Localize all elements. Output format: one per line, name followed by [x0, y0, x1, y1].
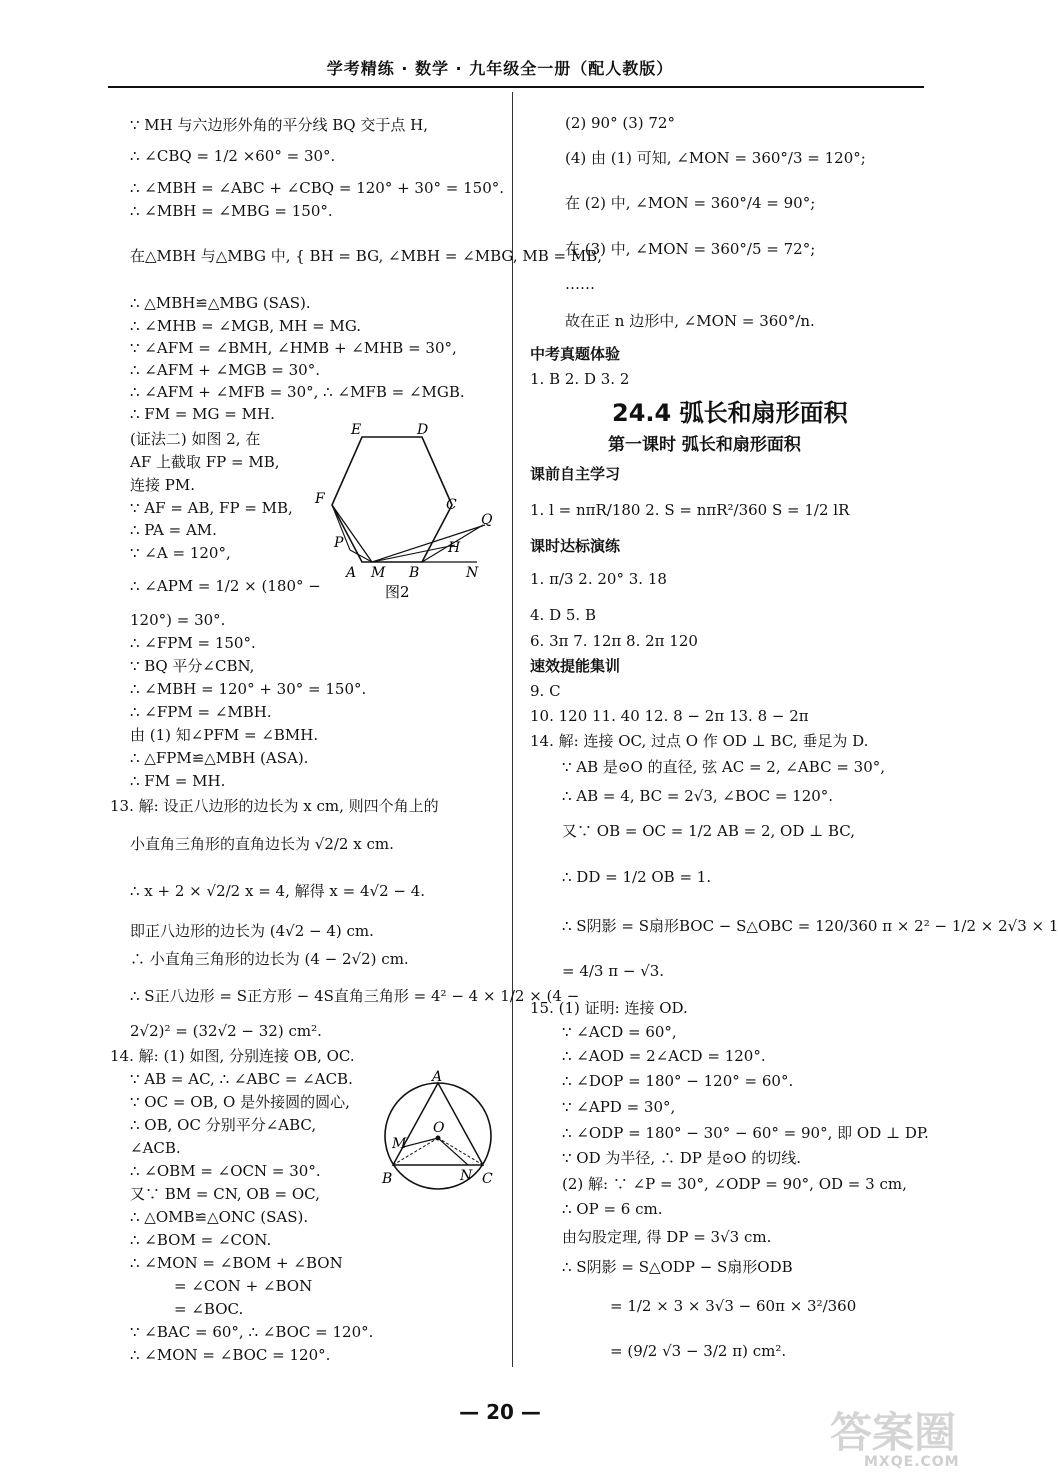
- left-line: ∴ S正八边形 = S正方形 − 4S直角三角形 = 4² − 4 × 1/2 × (4 −: [130, 987, 580, 1005]
- right-line: 由勾股定理, 得 DP = 3√3 cm.: [562, 1228, 772, 1246]
- right-line: = (9/2 √3 − 3/2 π) cm².: [610, 1342, 787, 1360]
- right-line: ∴ S阴影 = S扇形BOC − S△OBC = 120/360 π × 2² − 1/2 × 2√3 × 1: [562, 917, 1058, 935]
- label-C: C: [446, 497, 457, 513]
- left-line: ∴ FM = MG = MH.: [130, 405, 275, 423]
- right-line: (2) 90° (3) 72°: [565, 114, 675, 132]
- left-line: ∴ ∠MBH = ∠MBG = 150°.: [130, 202, 333, 220]
- label-B: B: [409, 565, 420, 581]
- header-rule: [108, 86, 924, 88]
- left-line: ∴ ∠BOM = ∠CON.: [130, 1231, 272, 1249]
- left-line: 14. 解: (1) 如图, 分别连接 OB, OC.: [110, 1047, 355, 1065]
- left-line: ∴ 小直角三角形的边长为 (4 − 2√2) cm.: [130, 950, 409, 968]
- label-D: D: [417, 422, 429, 438]
- left-line: ∴ ∠AFM + ∠MFB = 30°, ∴ ∠MFB = ∠MGB.: [130, 383, 465, 401]
- right-line: ∴ DD = 1/2 OB = 1.: [562, 868, 712, 886]
- left-line: = ∠BOC.: [174, 1300, 244, 1318]
- left-line: 连接 PM.: [130, 476, 195, 494]
- watermark-logo: [828, 1405, 988, 1457]
- left-line: ∴ FM = MH.: [130, 772, 226, 790]
- label-M: M: [371, 565, 386, 581]
- right-line: 在 (3) 中, ∠MON = 360°/5 = 72°;: [565, 240, 816, 258]
- label-A: A: [346, 565, 357, 581]
- right-line: ……: [565, 275, 595, 293]
- section-heading: 课时达标演练: [530, 537, 621, 555]
- right-line: ∴ ∠DOP = 180° − 120° = 60°.: [562, 1072, 794, 1090]
- right-line: 9. C: [530, 682, 561, 700]
- right-line: ∴ OP = 6 cm.: [562, 1200, 663, 1218]
- left-line: 120°) = 30°.: [130, 611, 226, 629]
- right-line: = 4/3 π − √3.: [562, 962, 665, 980]
- left-line: 2√2)² = (32√2 − 32) cm².: [130, 1022, 322, 1040]
- right-line: ∵ OD 为半径, ∴ DP 是⊙O 的切线.: [562, 1149, 801, 1167]
- left-line: AF 上截取 FP = MB,: [130, 453, 280, 471]
- left-line: ∵ ∠AFM = ∠BMH, ∠HMB + ∠MHB = 30°,: [130, 339, 457, 357]
- left-line: ∴ ∠CBQ = 1/2 ×60° = 30°.: [130, 147, 336, 165]
- watermark-url: MXQE.COM: [864, 1454, 960, 1470]
- right-line: ∴ ∠AOD = 2∠ACD = 120°.: [562, 1047, 766, 1065]
- right-line: ∴ ∠ODP = 180° − 30° − 60° = 90°, 即 OD ⊥ DP.: [562, 1124, 929, 1142]
- lesson-title: 第一课时 弧长和扇形面积: [608, 435, 801, 455]
- left-line: 在△MBH 与△MBG 中, { BH = BG, ∠MBH = ∠MBG, MB = MB,: [130, 247, 603, 265]
- right-line: ∵ ∠ACD = 60°,: [562, 1023, 677, 1041]
- right-line: 10. 120 11. 40 12. 8 − 2π 13. 8 − 2π: [530, 707, 809, 725]
- left-line: ∴ x + 2 × √2/2 x = 4, 解得 x = 4√2 − 4.: [130, 882, 426, 900]
- label-Q: Q: [481, 512, 493, 528]
- left-line: ∴ PA = AM.: [130, 521, 217, 539]
- left-line: ∵ OC = OB, O 是外接圆的圆心,: [130, 1093, 350, 1111]
- column-divider: [512, 92, 513, 1367]
- right-line: 又∵ OB = OC = 1/2 AB = 2, OD ⊥ BC,: [562, 822, 855, 840]
- hexagon-figure: [305, 422, 505, 605]
- left-line: ∴ △FPM≌△MBH (ASA).: [130, 749, 309, 767]
- left-line: ∴ △OMB≌△ONC (SAS).: [130, 1208, 309, 1226]
- section-title: 24.4 弧长和扇形面积: [612, 399, 848, 427]
- label-O: O: [433, 1120, 445, 1136]
- left-line: ∠ACB.: [130, 1139, 181, 1157]
- circle-figure: [376, 1070, 506, 1195]
- right-line: ∵ ∠APD = 30°,: [562, 1098, 676, 1116]
- label-N: N: [466, 565, 479, 581]
- watermark-logo-text: 答案圈: [830, 1408, 957, 1457]
- right-line: (4) 由 (1) 可知, ∠MON = 360°/3 = 120°;: [565, 149, 866, 167]
- left-line: ∴ ∠MBH = ∠ABC + ∠CBQ = 120° + 30° = 150°.: [130, 179, 505, 197]
- section-heading: 课前自主学习: [530, 465, 621, 483]
- left-line: ∴ ∠OBM = ∠OCN = 30°.: [130, 1162, 321, 1180]
- right-line: 6. 3π 7. 12π 8. 2π 120: [530, 632, 698, 650]
- left-line: ∴ △MBH≌△MBG (SAS).: [130, 294, 311, 312]
- left-line: 即正八边形的边长为 (4√2 − 4) cm.: [130, 922, 374, 940]
- label-M: M: [392, 1136, 407, 1152]
- label-N: N: [460, 1168, 473, 1184]
- left-line: ∴ OB, OC 分别平分∠ABC,: [130, 1116, 317, 1134]
- left-line: ∴ ∠APM = 1/2 × (180° −: [130, 577, 321, 595]
- section-heading: 速效提能集训: [530, 657, 621, 675]
- left-line: ∵ AF = AB, FP = MB,: [130, 499, 293, 517]
- figure-caption: 图2: [385, 583, 410, 601]
- left-line: ∴ ∠MBH = 120° + 30° = 150°.: [130, 680, 367, 698]
- label-C: C: [482, 1171, 493, 1187]
- left-line: ∵ ∠A = 120°,: [130, 544, 231, 562]
- right-line: ∴ S阴影 = S△ODP − S扇形ODB: [562, 1258, 793, 1276]
- left-line: 小直角三角形的直角边长为 √2/2 x cm.: [130, 835, 394, 853]
- left-line: ∴ ∠FPM = ∠MBH.: [130, 703, 272, 721]
- left-line: ∵ ∠BAC = 60°, ∴ ∠BOC = 120°.: [130, 1323, 374, 1341]
- left-line: ∴ ∠MON = ∠BOM + ∠BON: [130, 1254, 343, 1272]
- left-line: ∵ MH 与六边形外角的平分线 BQ 交于点 H,: [130, 116, 428, 134]
- right-line: 在 (2) 中, ∠MON = 360°/4 = 90°;: [565, 194, 816, 212]
- right-line: ∴ AB = 4, BC = 2√3, ∠BOC = 120°.: [562, 787, 834, 805]
- right-line: = 1/2 × 3 × 3√3 − 60π × 3²/360: [610, 1297, 857, 1315]
- right-line: 1. π/3 2. 20° 3. 18: [530, 570, 667, 588]
- label-B: B: [382, 1171, 393, 1187]
- right-line: 1. B 2. D 3. 2: [530, 370, 630, 388]
- left-line: 又∵ BM = CN, OB = OC,: [130, 1185, 320, 1203]
- label-H: H: [448, 540, 461, 556]
- left-line: ∵ AB = AC, ∴ ∠ABC = ∠ACB.: [130, 1070, 353, 1088]
- page-number: — 20 —: [459, 1400, 541, 1424]
- left-line: (证法二) 如图 2, 在: [130, 430, 261, 448]
- left-line: 由 (1) 知∠PFM = ∠BMH.: [130, 726, 319, 744]
- right-line: 故在正 n 边形中, ∠MON = 360°/n.: [565, 312, 815, 330]
- right-line: 14. 解: 连接 OC, 过点 O 作 OD ⊥ BC, 垂足为 D.: [530, 732, 869, 750]
- left-line: ∴ ∠FPM = 150°.: [130, 634, 256, 652]
- left-line: ∴ ∠AFM + ∠MGB = 30°.: [130, 361, 320, 379]
- right-line: 1. l = nπR/180 2. S = nπR²/360 S = 1/2 lR: [530, 501, 850, 519]
- section-heading: 中考真题体验: [530, 345, 621, 363]
- right-line: (2) 解: ∵ ∠P = 30°, ∠ODP = 90°, OD = 3 cm,: [562, 1175, 907, 1193]
- left-line: 13. 解: 设正八边形的边长为 x cm, 则四个角上的: [110, 797, 439, 815]
- label-E: E: [351, 422, 362, 438]
- label-P: P: [334, 535, 344, 551]
- page-header-title: 学考精练 · 数学 · 九年级全一册（配人教版）: [326, 59, 674, 78]
- left-line: ∴ ∠MHB = ∠MGB, MH = MG.: [130, 317, 362, 335]
- left-line: ∵ BQ 平分∠CBN,: [130, 657, 255, 675]
- label-A: A: [432, 1069, 443, 1085]
- left-line: = ∠CON + ∠BON: [174, 1277, 313, 1295]
- label-F: F: [315, 491, 325, 507]
- right-line: ∵ AB 是⊙O 的直径, 弦 AC = 2, ∠ABC = 30°,: [562, 758, 886, 776]
- left-line: ∴ ∠MON = ∠BOC = 120°.: [130, 1346, 331, 1364]
- right-line: 15. (1) 证明: 连接 OD.: [530, 999, 688, 1017]
- right-line: 4. D 5. B: [530, 606, 596, 624]
